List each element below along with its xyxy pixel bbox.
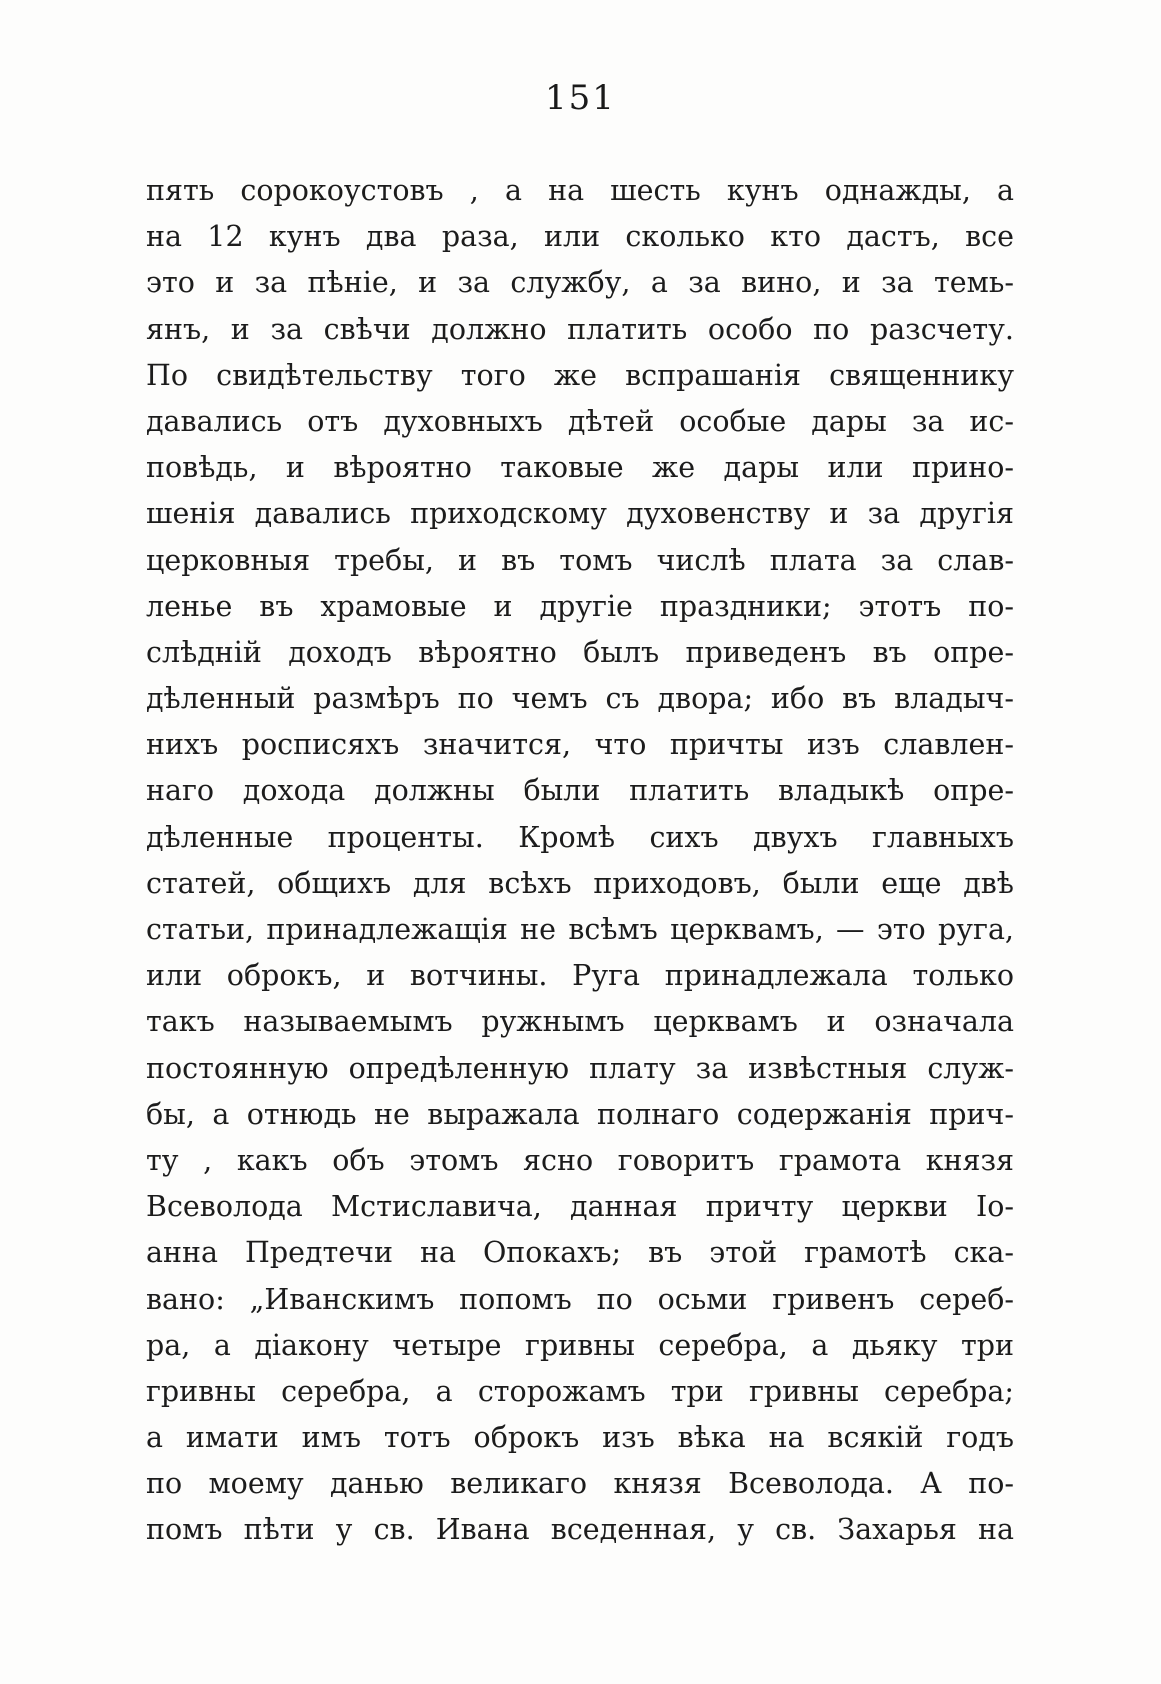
text-line: церковныя требы, и въ томъ числѣ плата за слав- [146, 543, 1014, 577]
text-line: ту , какъ объ этомъ ясно говоритъ грамота князя [146, 1143, 1014, 1177]
text-line: Всеволода Мстиславича, данная причту церкви Іо- [146, 1190, 1014, 1224]
text-line: ра, а діакону четыре гривны серебра, а дьяку три [146, 1328, 1014, 1362]
text-line: анна Предтечи на Опокахъ; въ этой грамотѣ ска- [146, 1236, 1014, 1270]
text-line: статьи, принадлежащія не всѣмъ церквамъ, — это руга, [146, 913, 1014, 946]
text-line: по моему данью великаго князя Всеволода. А по- [146, 1467, 1014, 1501]
text-line: на 12 кунъ два раза, или сколько кто дастъ, все [146, 220, 1014, 254]
text-line: шенія давались приходскому духовенству и за другія [146, 497, 1014, 531]
text-line: статей, общихъ для всѣхъ приходовъ, были еще двѣ [146, 866, 1014, 900]
text-line: дѣленный размѣръ по чемъ съ двора; ибо въ владыч- [146, 682, 1014, 716]
text-line: вано: „Иванскимъ попомъ по осьми гривенъ сереб- [146, 1282, 1014, 1316]
text-line: бы, а отнюдь не выражала полнаго содержанія прич- [146, 1097, 1014, 1131]
text-line: это и за пѣніе, и за службу, а за вино, и за темь- [146, 266, 1014, 300]
text-line: наго дохода должны были платить владыкѣ опре- [146, 774, 1014, 808]
text-line: пять сорокоустовъ , а на шесть кунъ однажды, а [146, 174, 1014, 207]
text-line: а имати имъ тотъ оброкъ изъ вѣка на всякій годъ [146, 1421, 1014, 1455]
body-text [146, 168, 1014, 1554]
text-line: ленье въ храмовые и другіе праздники; этотъ по- [146, 589, 1014, 623]
text-line: постоянную опредѣленную плату за извѣстныя служ- [146, 1051, 1014, 1085]
text-line: По свидѣтельству того же вспрашанія священнику [146, 358, 1014, 392]
text-line: помъ пѣти у св. Ивана вседенная, у св. Захарья на [146, 1513, 1014, 1547]
text-line: повѣдь, и вѣроятно таковые же дары или прино- [146, 451, 1014, 485]
text-line: давались отъ духовныхъ дѣтей особые дары за ис- [146, 404, 1014, 438]
text-line: слѣдній доходъ вѣроятно былъ приведенъ въ опре- [146, 635, 1014, 669]
text-line: такъ называемымъ ружнымъ церквамъ и означала [146, 1005, 1014, 1039]
text-line: дѣленные проценты. Кромѣ сихъ двухъ главныхъ [146, 820, 1014, 854]
text-line: или оброкъ, и вотчины. Руга принадлежала только [146, 959, 1014, 993]
page-number: 151 [545, 78, 616, 118]
text-line: нихъ росписяхъ значится, что причты изъ славлен- [146, 728, 1014, 762]
text-line: гривны серебра, а сторожамъ три гривны серебра; [146, 1374, 1014, 1408]
text-line: янъ, и за свѣчи должно платить особо по разсчету. [146, 312, 1014, 346]
